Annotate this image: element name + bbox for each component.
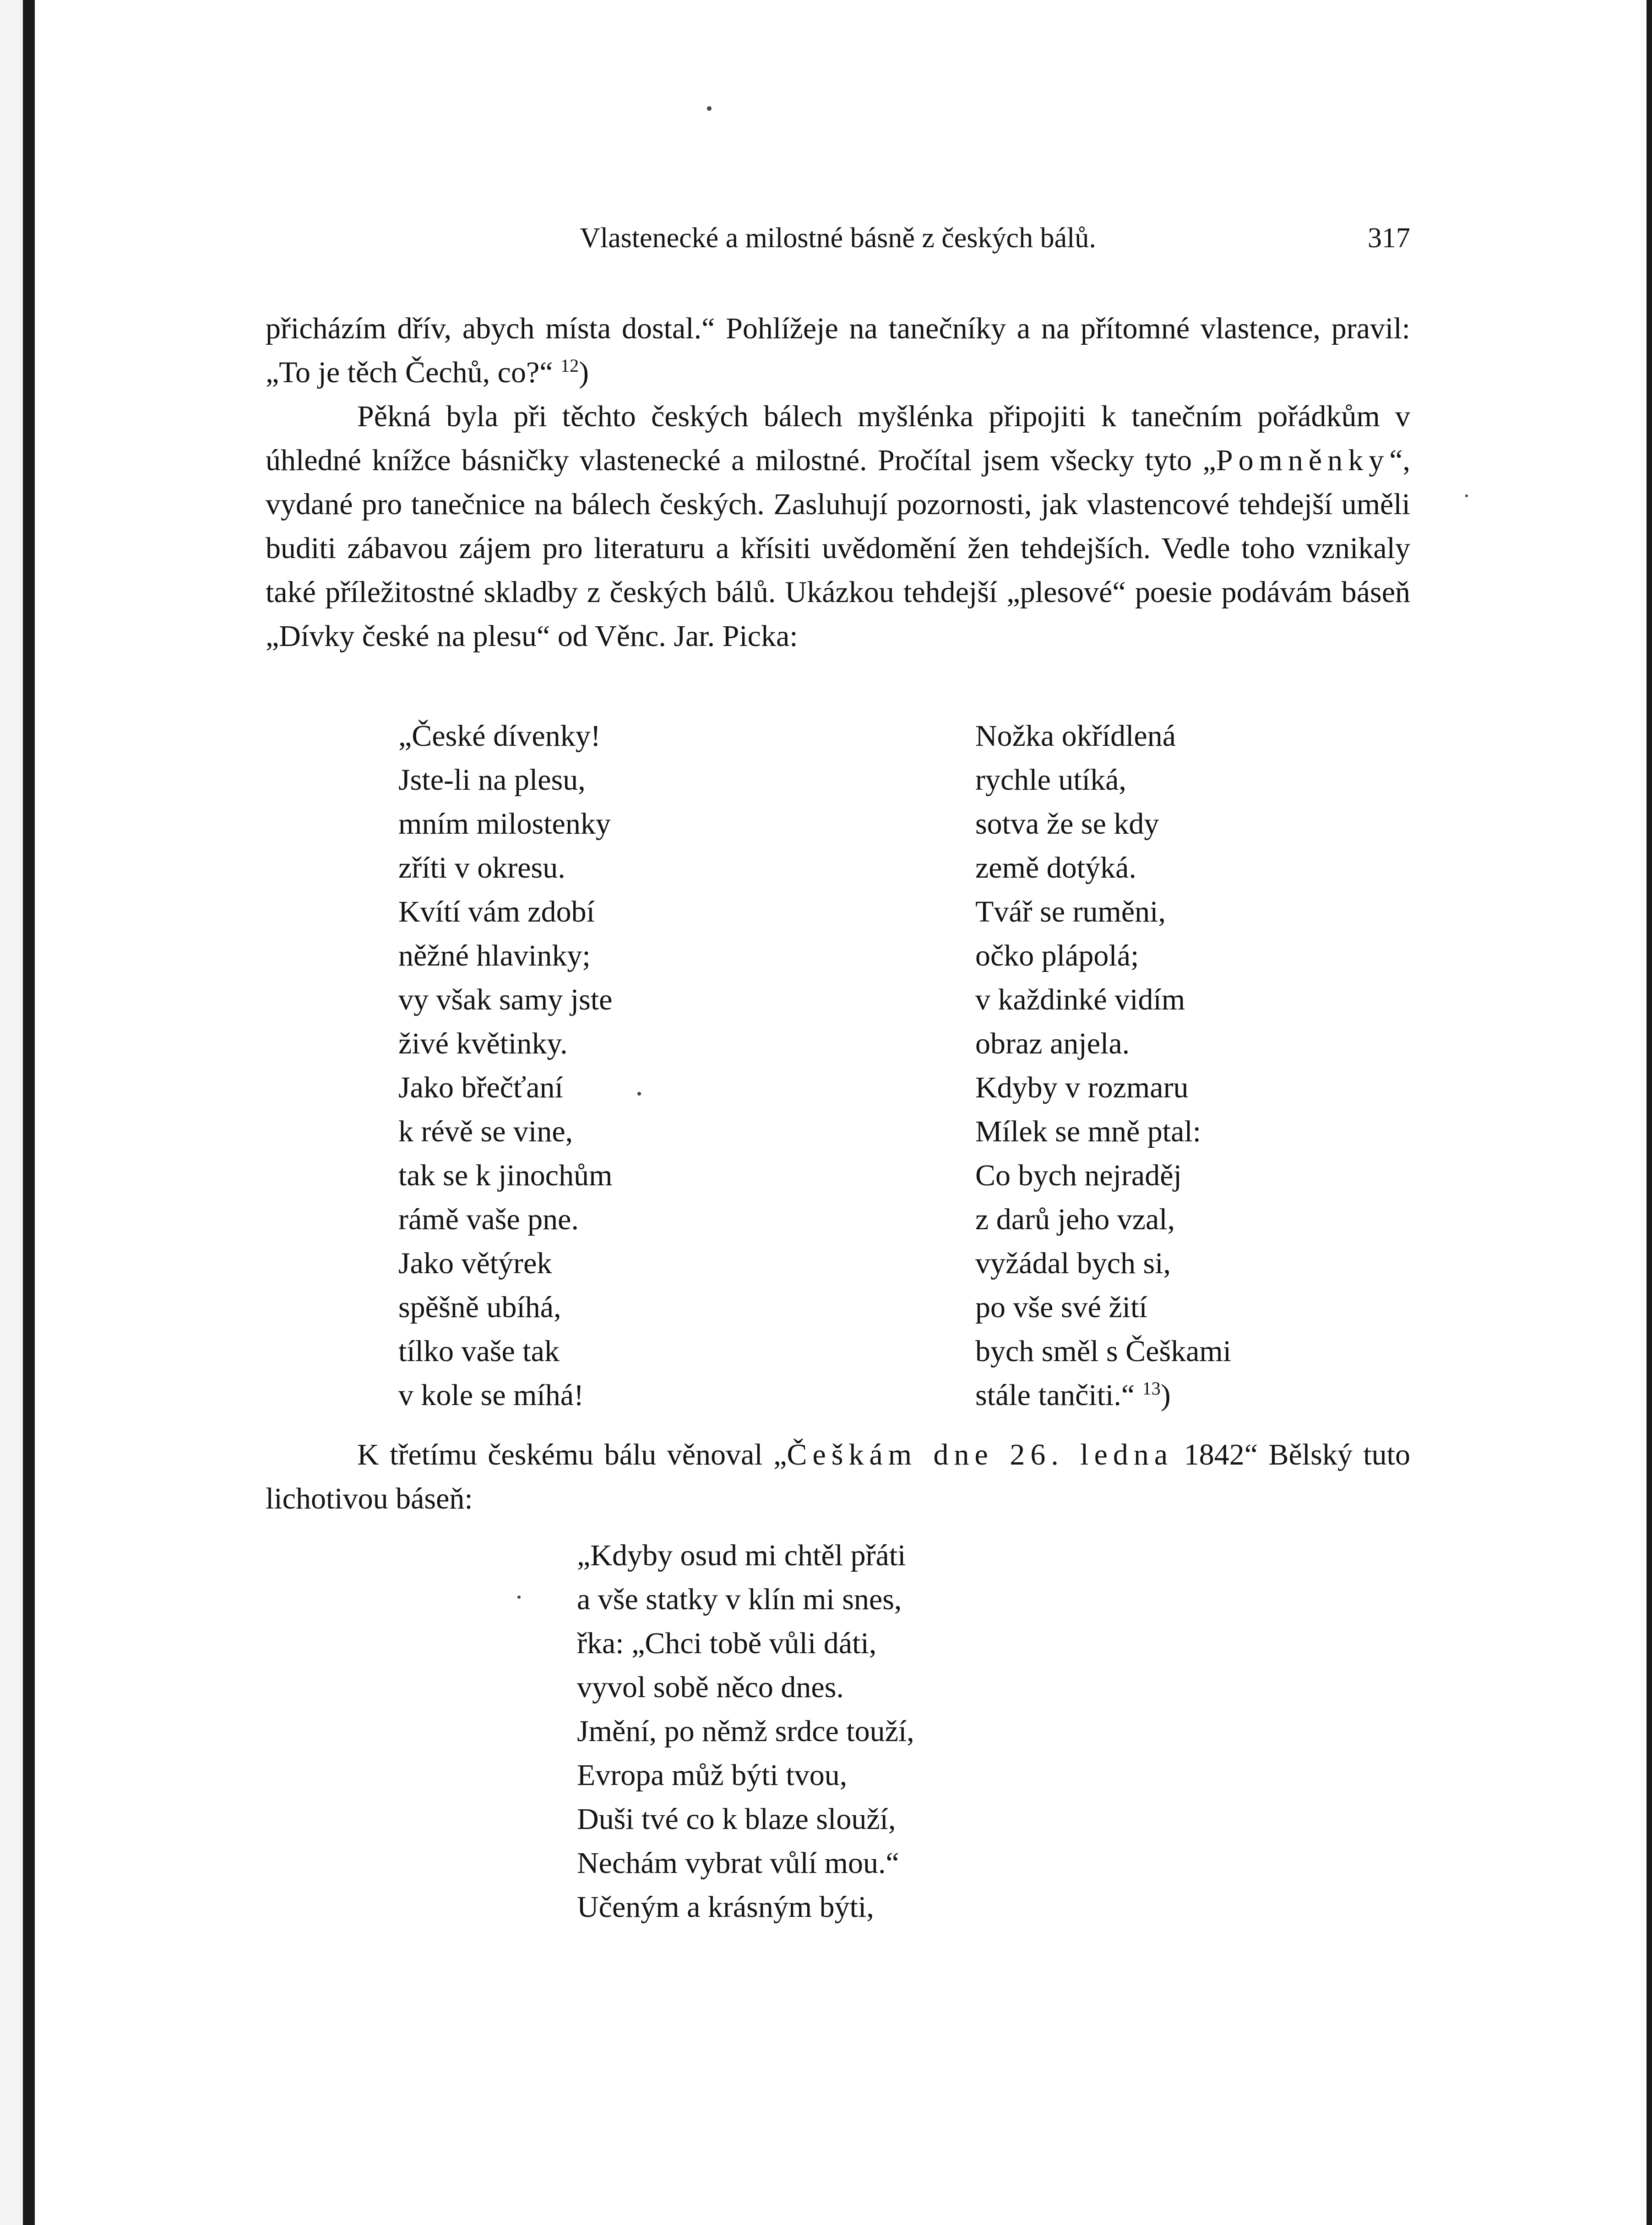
- paragraph-continuation: přicházím dřív, abych místa dostal.“ Pohlížeje na tanečníky a na přítomné vlastence, pravil: „To je těch Čechů, co?“ $^{12}$): [266, 312, 1410, 389]
- verse-line: něžné hlavinky;: [398, 939, 591, 972]
- verse-line: v každinké vidím: [975, 983, 1185, 1016]
- scan-right-edge: [1647, 0, 1652, 2225]
- book-page: [266, 215, 1410, 2001]
- verse-line: Jako břečťaní: [398, 1071, 563, 1104]
- verse-line: Co bych nejraděj: [975, 1159, 1182, 1192]
- paragraph-pomnenky: [266, 395, 1410, 658]
- paragraph-text: “, vydané pro tanečnice na bálech českých. Zasluhují pozornosti, jak vlastencové tehdejší uměli buditi zábavou zájem pro literaturu a křísiti uvědomění žen tehdejších. Vedle toho vznikaly také příležitostné skladby z českých bálů. Ukázkou tehdejší „plesové“ poesie podávám báseň „Dívky české na plesu“ od Věnc. Jar. Picka:: [266, 444, 1410, 653]
- scan-margin: [0, 0, 23, 2225]
- running-header: [266, 215, 1410, 270]
- transition-text: [266, 1433, 1410, 1521]
- verse-line: vyvol sobě něco dnes.: [577, 1671, 844, 1704]
- verse-line: Jste-li na plesu,: [398, 763, 586, 797]
- verse-line: „Kdyby osud mi chtěl přáti: [577, 1539, 906, 1572]
- verse-line: Nechám vybrat vůlí mou.“: [577, 1846, 899, 1880]
- verse-line: po vše své žití: [975, 1291, 1147, 1324]
- verse-line: tak se k jinochům: [398, 1159, 613, 1192]
- scan-speck: [707, 106, 712, 111]
- verse-line: živé květinky.: [398, 1027, 568, 1060]
- intro-text: [266, 307, 1410, 658]
- verse-line: zříti v okresu.: [398, 851, 565, 885]
- verse-line: a vše statky v klín mi snes,: [577, 1583, 902, 1616]
- verse-line: vyžádal bych si,: [975, 1247, 1171, 1280]
- verse-line: Evropa můž býti tvou,: [577, 1758, 848, 1792]
- verse-line: Kvítí vám zdobí: [398, 895, 595, 928]
- verse-line: z darů jeho vzal,: [975, 1203, 1175, 1236]
- verse-line: řka: „Chci tobě vůli dáti,: [577, 1627, 877, 1660]
- verse-line: země dotýká.: [975, 851, 1136, 885]
- verse-line: očko plápolá;: [975, 939, 1139, 972]
- verse-line: k révě se vine,: [398, 1115, 573, 1148]
- paragraph-belsky: [266, 1433, 1410, 1521]
- footnote-ref: 12: [560, 355, 579, 376]
- verse-line: „České dívenky!: [398, 719, 601, 753]
- verse-line: Jmění, po němž srdce touží,: [577, 1715, 914, 1748]
- paragraph-text: 1842“ Bělský tuto lichotivou báseň:: [266, 1438, 1410, 1515]
- verse-line: Jako větýrek: [398, 1247, 552, 1280]
- scan-speck: [1465, 494, 1468, 497]
- verse-line: Duši tvé co k blaze slouží,: [577, 1802, 896, 1836]
- verse-line: Učeným a krásným býti,: [577, 1890, 874, 1924]
- verse-line: Mílek se mně ptal:: [975, 1115, 1201, 1148]
- spaced-title: Pomněnky: [1216, 444, 1390, 477]
- paragraph-text: K třetímu českému bálu věnoval „: [357, 1438, 787, 1471]
- verse-line-last: stále tančiti.“ $^{13}$): [975, 1378, 1171, 1412]
- verse-text: stále tančiti.“: [975, 1378, 1135, 1412]
- poem-column-left: [398, 714, 810, 1417]
- verse-line: rámě vaše pne.: [398, 1203, 579, 1236]
- verse-line: Nožka okřídlená: [975, 719, 1176, 753]
- page-number: 317: [1368, 222, 1410, 254]
- paragraph-text: přicházím dřív, abych místa dostal.“ Pohlížeje na tanečníky a na přítomné vlastence, pravil: „To je těch Čechů, co?“: [266, 312, 1410, 389]
- poem-divky-ceske: [398, 714, 1314, 1419]
- poem-belsky: [577, 1534, 1172, 1929]
- verse-line: Tvář se ruměni,: [975, 895, 1166, 928]
- paragraph-text: Pěkná byla při těchto českých bálech myšlénka připojiti k tanečním pořádkům v úhledné knížce básničky vlastenecké a milostné. Pročítal jsem všecky tyto „: [266, 400, 1410, 477]
- running-title: Vlastenecké a milostné básně z českých bálů.: [580, 222, 1096, 254]
- scan-binding-edge: [23, 0, 35, 2225]
- verse-line: bych směl s Češkami: [975, 1335, 1232, 1368]
- footnote-ref: 13: [1142, 1378, 1161, 1399]
- verse-line: rychle utíká,: [975, 763, 1126, 797]
- verse-line: tílko vaše tak: [398, 1335, 560, 1368]
- poem-column-right: [975, 714, 1387, 1417]
- verse-line: spěšně ubíhá,: [398, 1291, 561, 1324]
- spaced-title: Češkám dne 26. ledna: [787, 1438, 1174, 1471]
- verse-line: v kole se míhá!: [398, 1378, 584, 1412]
- verse-line: vy však samy jste: [398, 983, 613, 1016]
- verse-line: mním milostenky: [398, 807, 611, 841]
- verse-line: obraz anjela.: [975, 1027, 1130, 1060]
- verse-line: Kdyby v rozmaru: [975, 1071, 1189, 1104]
- verse-line: sotva že se kdy: [975, 807, 1159, 841]
